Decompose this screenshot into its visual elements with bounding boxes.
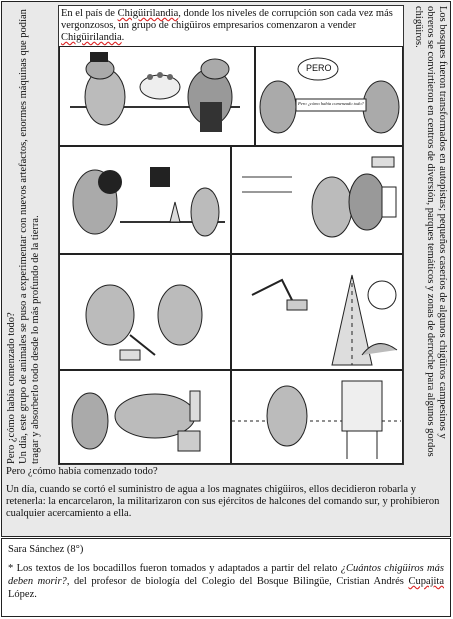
- panel-excavators: [231, 254, 403, 370]
- bottom-caption: [6, 466, 448, 526]
- credits-box: [1, 538, 451, 617]
- underlined-word: Chigüirilandia: [61, 32, 122, 43]
- bottom-caption-line2: Un día, cuando se cortó el suministro de agua a los magnates chigüiros, ellos decidieron robarla y retenerla: la encarcelaron, la militarizaron con sus ejércitos de halcones del comando sur, y prohibieron cualquier acercamiento a ella.: [6, 484, 440, 519]
- story-title: ¿Cuántos chigüiros más deben morir?: [8, 563, 444, 587]
- bottom-caption-line1: Pero ¿cómo había comenzado todo?: [6, 466, 158, 477]
- left-vertical-caption: [6, 6, 56, 464]
- underlined-word: Chigüirilandia: [117, 8, 179, 19]
- left-caption-line1: Pero ¿cómo había comenzado todo?: [6, 312, 17, 464]
- left-caption-line2: Un día, este grupo de animales se puso a experimentar con nuevos artefactos, enormes máquinas que podían tragar y absorberlo todo desde lo más profundo de la tierra.: [18, 9, 41, 464]
- credits-note: * Los textos de los bocadillos fueron tomados y adaptados a partir del relato ¿Cuántos chigüiros más deben morir?, del profesor de biología del Colegio del Bosque Bilingüe, Cristian Andrés Cupajita López.: [8, 563, 445, 600]
- panel-shovel: [59, 254, 231, 370]
- speech-banner: Pero ¿cómo había comenzado todo?: [298, 101, 364, 106]
- panel-lab: [59, 146, 231, 254]
- panel-pero: [255, 46, 403, 146]
- page-frame: [1, 1, 451, 537]
- speech-bubble-pero: PERO: [306, 63, 332, 73]
- author-name: Sara Sánchez (8°): [8, 544, 84, 555]
- comic-strip: [58, 5, 404, 465]
- panel-factory: [231, 146, 403, 254]
- panel-chair: [231, 370, 403, 464]
- right-vertical-caption: Los bosques fueron transformados en autopistas; pequeños caseríos de algunos chigüiros campesinos y obreros se convirtieron en centros de diversión, parques temáticos y zonas de derroche para algunos gordos chigüiros.: [413, 6, 448, 457]
- panel-water: [59, 370, 231, 464]
- top-caption: En el país de Chigüirilandia, donde los niveles de corrupción son cada vez más vergonzosos, un grupo de chigüiros empresarios comenzaron a vender Chigüirilandia.: [61, 8, 401, 44]
- underlined-name: Cupajita: [408, 576, 445, 587]
- sale-illustration: [60, 47, 253, 144]
- panel-sale: [59, 46, 255, 146]
